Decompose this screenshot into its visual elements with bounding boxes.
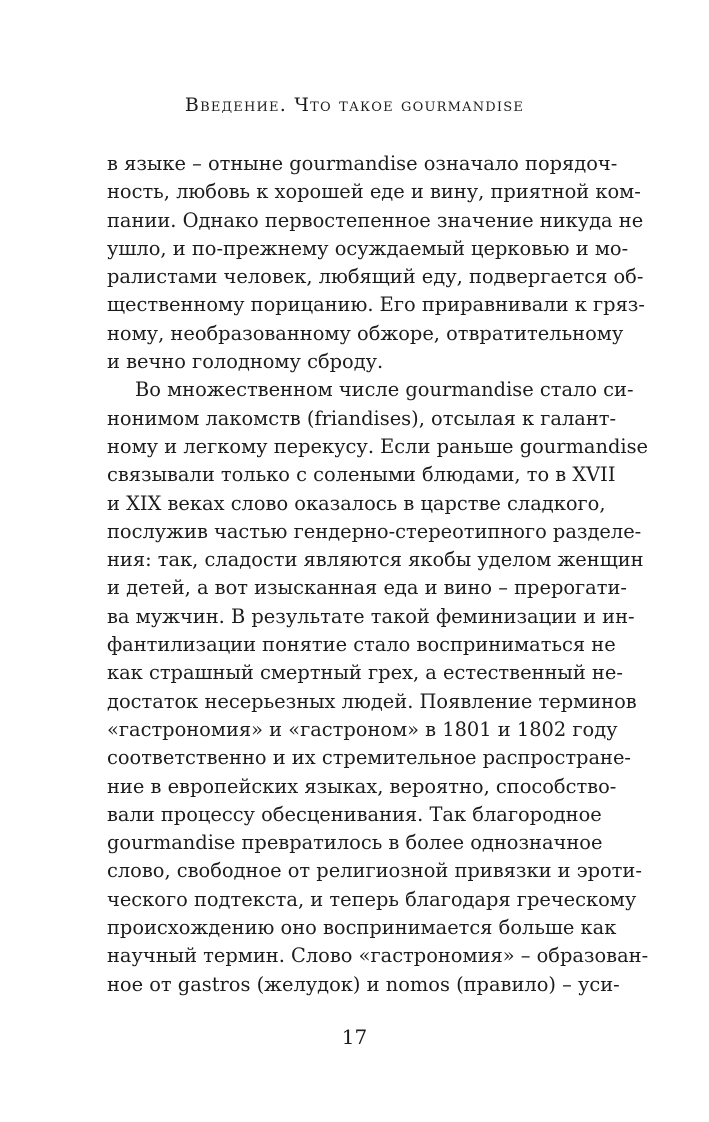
text-line: ному и легкому перекусу. Если раньше gourmandise: [107, 434, 649, 458]
text-line: ческого подтекста, и теперь благодаря греческому: [107, 887, 637, 911]
body-text: [107, 150, 649, 999]
text-line: gourmandise превратилось в более однозначное: [107, 831, 603, 855]
text-line: фантилизации понятие стало восприниматься не: [107, 633, 616, 657]
page-number: 17: [341, 1025, 368, 1049]
text-line: связывали только с солеными блюдами, то в XVII: [107, 463, 616, 487]
text-line: соответственно и их стремительное распростране-: [107, 746, 631, 770]
text-line: как страшный смертный грех, а естественный не-: [107, 661, 623, 685]
text-line: послужив частью гендерно-стереотипного разделе-: [107, 519, 642, 543]
text-line: в языке – отныне gourmandise означало порядоч-: [107, 152, 618, 175]
text-line: нонимом лакомств (friandises), отсылая к галант-: [107, 406, 617, 430]
text-line: ному, необразованному обжоре, отвратительному: [107, 321, 624, 345]
text-line: слово, свободное от религиозной привязки и эроти-: [107, 859, 642, 883]
running-header: Введение. Что такое gourmandise: [184, 94, 525, 116]
text-line: и XIX веках слово оказалось в царстве сладкого,: [107, 491, 606, 515]
text-line: ва мужчин. В результате такой феминизации и ин-: [107, 604, 635, 628]
paragraph-2: [107, 376, 649, 999]
text-line: вали процессу обесценивания. Так благородное: [107, 802, 602, 826]
text-line: щественному порицанию. Его приравнивали к гряз-: [107, 293, 645, 317]
text-line: ние в европейских языках, вероятно, способство-: [107, 774, 617, 798]
text-line: ния: так, сладости являются якобы уделом женщин: [107, 548, 644, 572]
text-line: и вечно голодному сброду.: [107, 350, 384, 374]
text-line: ушло, и по-прежнему осуждаемый церковью и мо-: [107, 236, 629, 260]
paragraph-1: [107, 150, 645, 376]
text-line: «гастрономия» и «гастроном» в 1801 и 1802 году: [107, 717, 618, 741]
text-line: и детей, а вот изысканная еда и вино – прерогати-: [107, 576, 627, 600]
text-line: ралистами человек, любящий еду, подвергается об-: [107, 265, 644, 289]
text-line: происхождению оно воспринимается больше как: [107, 916, 617, 940]
text-line: ность, любовь к хорошей еде и вину, приятной ком-: [107, 180, 641, 204]
text-line: достаток несерьезных людей. Появление терминов: [107, 689, 637, 713]
text-line: ное от gastros (желудок) и nomos (правило) – уси-: [107, 972, 620, 996]
text-line: научный термин. Слово «гастрономия» – образован-: [107, 944, 649, 968]
text-line: пании. Однако первостепенное значение никуда не: [107, 208, 644, 232]
text-line: Во множественном числе gourmandise стало си-: [135, 378, 634, 402]
